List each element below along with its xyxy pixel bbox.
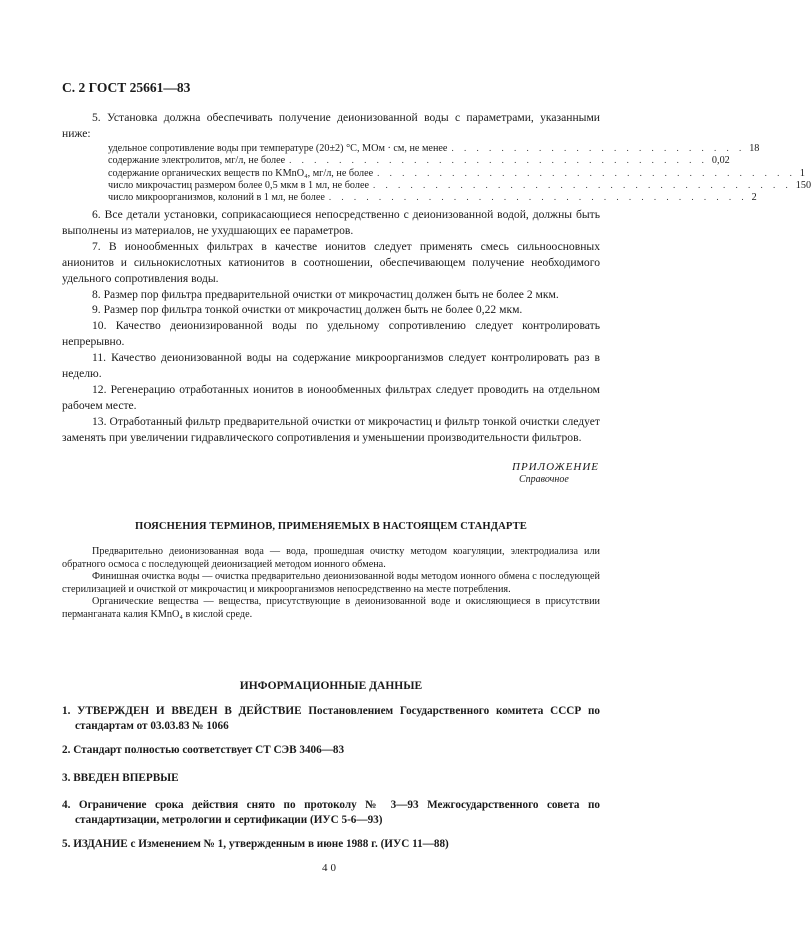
item-8: 8. Размер пор фильтра предварительной очистки от микрочастиц должен быть не более 2 мкм. bbox=[92, 287, 559, 301]
param-row bbox=[108, 191, 757, 204]
item-7: 7. В ионообменных фильтрах в качестве ионитов следует применять смесь сильноосновных анионитов и сильнокислотных катионитов в соотношении, обеспечивающем получение необходимого удельного сопротивления воды. bbox=[62, 239, 600, 285]
terms-section bbox=[62, 546, 600, 622]
item-6: 6. Все детали установки, соприкасающиеся непосредственно с деионизованной водой, должны быть выполнены из материалов, не ухудшающих ее параметров. bbox=[62, 208, 600, 237]
param-value: 0,02 bbox=[711, 155, 730, 167]
leader-dots: . . . . . . . . . . . . . . . . . . . . . . . . . . . . . . . . . . bbox=[328, 192, 748, 203]
param-value: 1 bbox=[799, 167, 806, 179]
leader-dots: . . . . . . . . . . . . . . . . . . . . . . . . bbox=[451, 143, 746, 153]
term-definition: Предварительно деионизованная вода — вода, прошедшая очистку методом коагуляции, электродиализа или обратного осмоса с последующей деионизацией методом ионного обмена. bbox=[62, 546, 600, 570]
info-item: 1. УТВЕРЖДЕН И ВВЕДЕН В ДЕЙСТВИЕ Постановлением Государственного комитета СССР по стандартам от 03.03.83 № 1066 bbox=[62, 705, 600, 732]
appendix-subtitle: Справочное bbox=[519, 474, 569, 485]
param-label: содержание органических веществ по KMnO₄, мг/л, не более bbox=[108, 167, 374, 179]
item-5 bbox=[62, 110, 600, 142]
item-11: 11. Качество деионизованной воды на содержание микроорганизмов следует контролировать раз в неделю. bbox=[62, 351, 600, 381]
param-row bbox=[108, 142, 760, 154]
leader-dots: . . . . . . . . . . . . . . . . . . . . . . . . . . . . . . . . . . bbox=[373, 179, 792, 190]
leader-dots: . . . . . . . . . . . . . . . . . . . . . . . . . . . . . . . . . . bbox=[377, 167, 796, 178]
page-number: 40 bbox=[322, 862, 339, 874]
parameters-list bbox=[108, 142, 811, 204]
param-value: 18 bbox=[749, 143, 760, 154]
item-9: 9. Размер пор фильтра тонкой очистки от микрочастиц должен быть не более 0,22 мкм. bbox=[92, 303, 523, 317]
info-title: ИНФОРМАЦИОННЫЕ ДАННЫЕ bbox=[239, 680, 423, 692]
info-item: 5. ИЗДАНИЕ с Изменением № 1, утвержденным в июне 1988 г. (ИУС 11—88) bbox=[62, 838, 449, 850]
info-item: 4. Ограничение срока действия снято по протоколу № 3—93 Межгосударственного совета по стандартизации, метрологии и сертификации (ИУС 5-6—93) bbox=[62, 799, 600, 826]
term-definition: Финишная очистка воды — очистка предварительно деионизованной воды методом ионного обмена с последующей стерилизацией и очисткой от микрочастиц и микроорганизмов непосредственно на месте потребления. bbox=[62, 571, 600, 595]
leader-dots: . . . . . . . . . . . . . . . . . . . . . . . . . . . . . . . . . . bbox=[289, 155, 708, 166]
item-12: 12. Регенерацию отработанных ионитов в ионообменных фильтрах следует проводить на отдельном рабочем месте. bbox=[62, 382, 600, 412]
info-item: 3. ВВЕДЕН ВПЕРВЫЕ bbox=[62, 772, 179, 784]
param-row bbox=[108, 167, 806, 179]
param-row bbox=[108, 179, 811, 191]
param-label: удельное сопротивление воды при температуре (20±2) °С, МОм · см, не менее bbox=[108, 143, 448, 154]
item-10: 10. Качество деионизированной воды по удельному сопротивлению следует контролировать непрерывно. bbox=[62, 319, 600, 349]
appendix-title: ПРИЛОЖЕНИЕ bbox=[512, 461, 599, 473]
page-header: С. 2 ГОСТ 25661—83 bbox=[62, 80, 191, 95]
param-label: число микроорганизмов, колоний в 1 мл, не более bbox=[108, 192, 325, 204]
item-5-text: 5. Установка должна обеспечивать получение деионизованной воды с параметрами, указанными ниже: bbox=[62, 111, 600, 140]
items-6-13 bbox=[62, 207, 600, 446]
info-item: 2. Стандарт полностью соответствует СТ СЭВ 3406—83 bbox=[62, 744, 345, 756]
param-value: 150 bbox=[795, 179, 811, 191]
param-row bbox=[108, 154, 730, 167]
param-label: число микрочастиц размером более 0,5 мкм в 1 мл, не более bbox=[108, 179, 370, 191]
term-definition: Органические вещества — вещества, присутствующие в деионизованной воде и окисляющиеся в присутствии перманганата калия KMnO₄ в кислой среде. bbox=[62, 596, 600, 620]
param-value: 2 bbox=[751, 192, 757, 204]
param-label: содержание электролитов, мг/л, не более bbox=[108, 155, 286, 167]
item-13: 13. Отработанный фильтр предварительной очистки от микрочастиц и фильтр тонкой очистки следует заменять при увеличении гидравлического сопротивления и уменьшении производительности фильтров. bbox=[62, 414, 600, 444]
terms-title: ПОЯСНЕНИЯ ТЕРМИНОВ, ПРИМЕНЯЕМЫХ В НАСТОЯЩЕМ СТАНДАРТЕ bbox=[135, 521, 527, 532]
